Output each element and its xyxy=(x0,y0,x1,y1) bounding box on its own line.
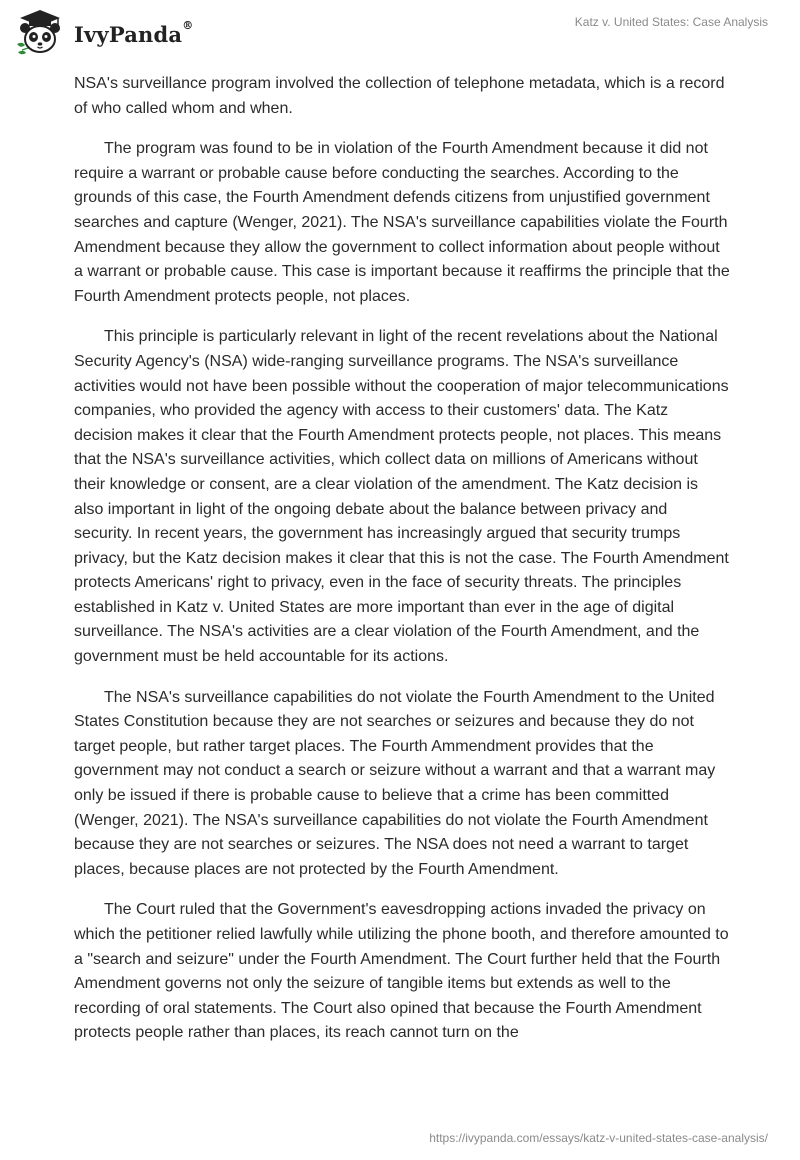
source-url-link[interactable]: https://ivypanda.com/essays/katz-v-united-states-case-analysis/ xyxy=(429,1131,768,1145)
paragraph-4: The NSA's surveillance capabilities do not violate the Fourth Amendment to the United States Constitution because they are not searches or seizures and because they do not target people, but rather target places. The Fourth Ammendment provides that the government may not conduct a search or seizure without a warrant and that a warrant may only be issued if there is probable cause to believe that a crime has been committed (Wenger, 2021). The NSA's surveillance capabilities do not violate the Fourth Amendment because they are not searches or seizures. The NSA does not need a warrant to target places, because places are not protected by the Fourth Amendment. xyxy=(74,688,716,878)
ivypanda-logo[interactable] xyxy=(14,8,193,58)
document-title: Katz v. United States: Case Analysis xyxy=(574,15,768,29)
panda-graduate-logo-icon xyxy=(14,8,66,58)
paragraph-1: NSA's surveillance program involved the collection of telephone metadata, which is a record of who called whom and when. xyxy=(74,75,725,117)
paragraph-2: The program was found to be in violation of the Fourth Amendment because it did not require a warrant or probable cause before conducting the searches. According to the grounds of this case, the Fourth Amendment defends citizens from unjustified government searches and capture (Wenger, 2021). The NSA's surveillance capabilities violate the Fourth Amendment because they allow the government to collect information about people without a warrant or probable cause. This case is important because it reaffirms the principle that the Fourth Amendment protects people, not places. xyxy=(74,140,730,305)
registered-mark: ® xyxy=(182,18,194,32)
page-header xyxy=(0,0,800,64)
brand-name xyxy=(74,18,194,47)
essay-body xyxy=(74,72,730,1062)
paragraph-3: This principle is particularly relevant in light of the recent revelations about the National Security Agency's (NSA) wide-ranging surveillance programs. The NSA's surveillance activities would not have been possible without the cooperation of major telecommunications companies, who provided the agency with access to their customers' data. The Katz decision makes it clear that the Fourth Amendment protects people, not places. This means that the NSA's surveillance activities, which collect data on millions of Americans without their knowledge or consent, are a clear violation of the amendment. The Katz decision is also important in light of the ongoing debate about the balance between privacy and security. In recent years, the government has increasingly argued that security trumps privacy, but the Katz decision makes it clear that this is not the case. The Fourth Amendment protects Americans' right to privacy, even in the face of security threats. The principles established in Katz v. United States are more important than ever in the age of digital surveillance. The NSA's activities are a clear violation of the Fourth Amendment, and the government must be held accountable for its actions. xyxy=(74,328,729,666)
brand-name-text: IvyPanda xyxy=(74,21,183,47)
paragraph-5: The Court ruled that the Government's eavesdropping actions invaded the privacy on which the petitioner relied lawfully while utilizing the phone booth, and therefore amounted to a "search and seizure" under the Fourth Amendment. The Court further held that the Fourth Amendment governs not only the seizure of tangible items but extends as well to the recording of oral statements. The Court also opined that because the Fourth Amendment protects people rather than places, its reach cannot turn on the xyxy=(74,901,729,1042)
